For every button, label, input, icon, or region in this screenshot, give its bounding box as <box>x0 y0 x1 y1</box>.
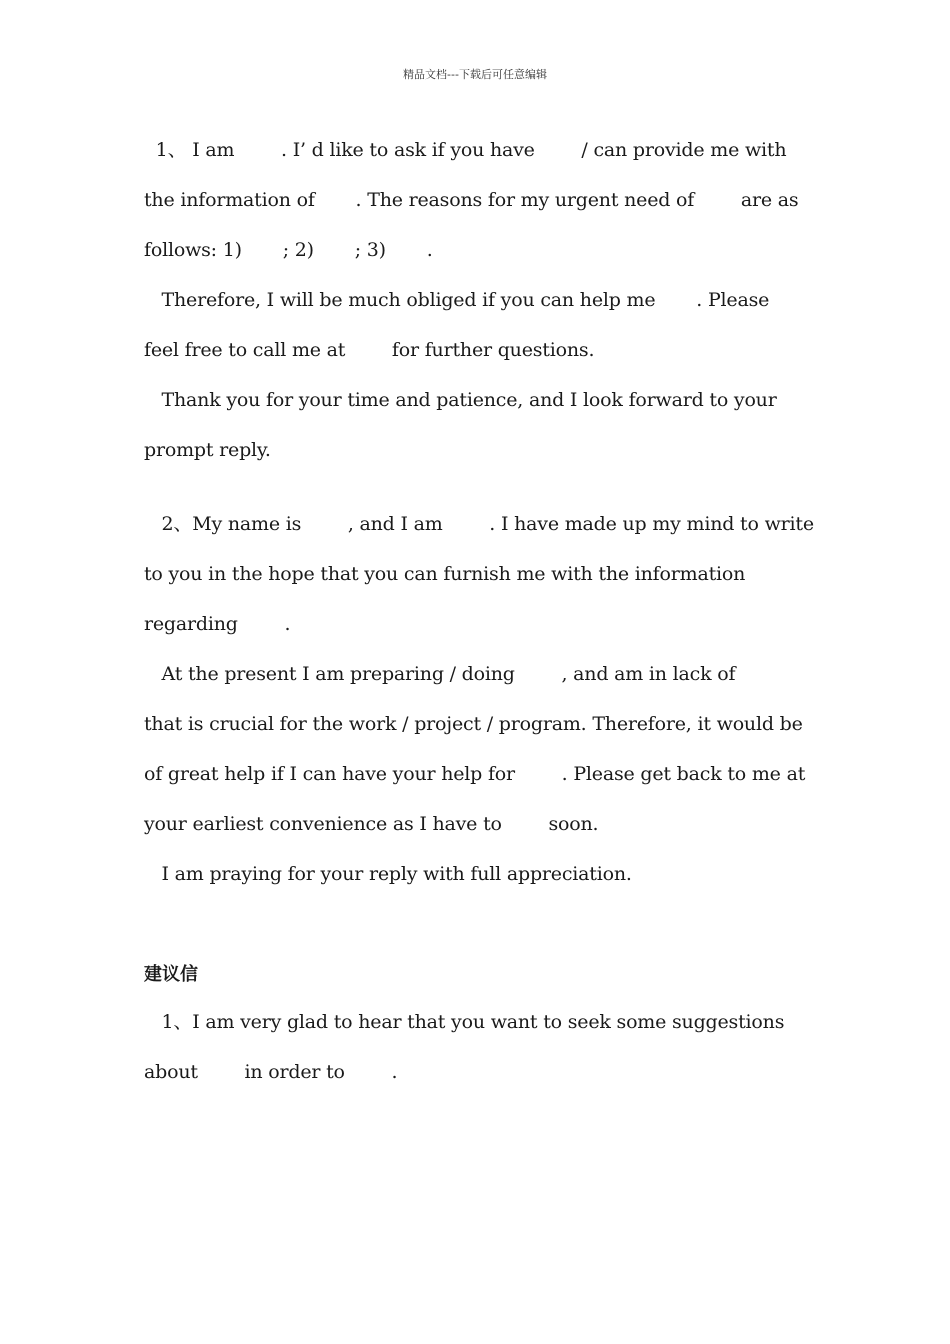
page-header: 精品文档---下载后可任意编辑 <box>403 68 547 81</box>
text-line: about in order to . <box>144 1061 398 1083</box>
text-line: your earliest convenience as I have to soon. <box>144 813 599 835</box>
text-line: 1、 I am . I’ d like to ask if you have / can provide me with <box>144 139 787 161</box>
text-line: to you in the hope that you can furnish me with the information <box>144 563 746 585</box>
text-line: Thank you for your time and patience, and I look forward to your <box>144 389 777 411</box>
section-heading: 建议信 <box>144 964 198 985</box>
text-line: that is crucial for the work / project / program. Therefore, it would be <box>144 713 803 735</box>
text-line: follows: 1) ; 2) ; 3) . <box>144 239 433 261</box>
text-line: the information of . The reasons for my urgent need of are as <box>144 189 799 211</box>
text-line: prompt reply. <box>144 439 271 461</box>
text-line: 1、I am very glad to hear that you want to seek some suggestions <box>144 1011 785 1033</box>
text-line: regarding . <box>144 613 291 635</box>
text-line: At the present I am preparing / doing , and am in lack of <box>144 663 736 685</box>
text-line: Therefore, I will be much obliged if you can help me . Please <box>144 289 770 311</box>
text-line: 2、My name is , and I am . I have made up my mind to write <box>144 513 814 535</box>
text-line: feel free to call me at for further questions. <box>144 339 595 361</box>
text-line: I am praying for your reply with full appreciation. <box>144 863 632 885</box>
text-line: of great help if I can have your help for . Please get back to me at <box>144 763 806 785</box>
